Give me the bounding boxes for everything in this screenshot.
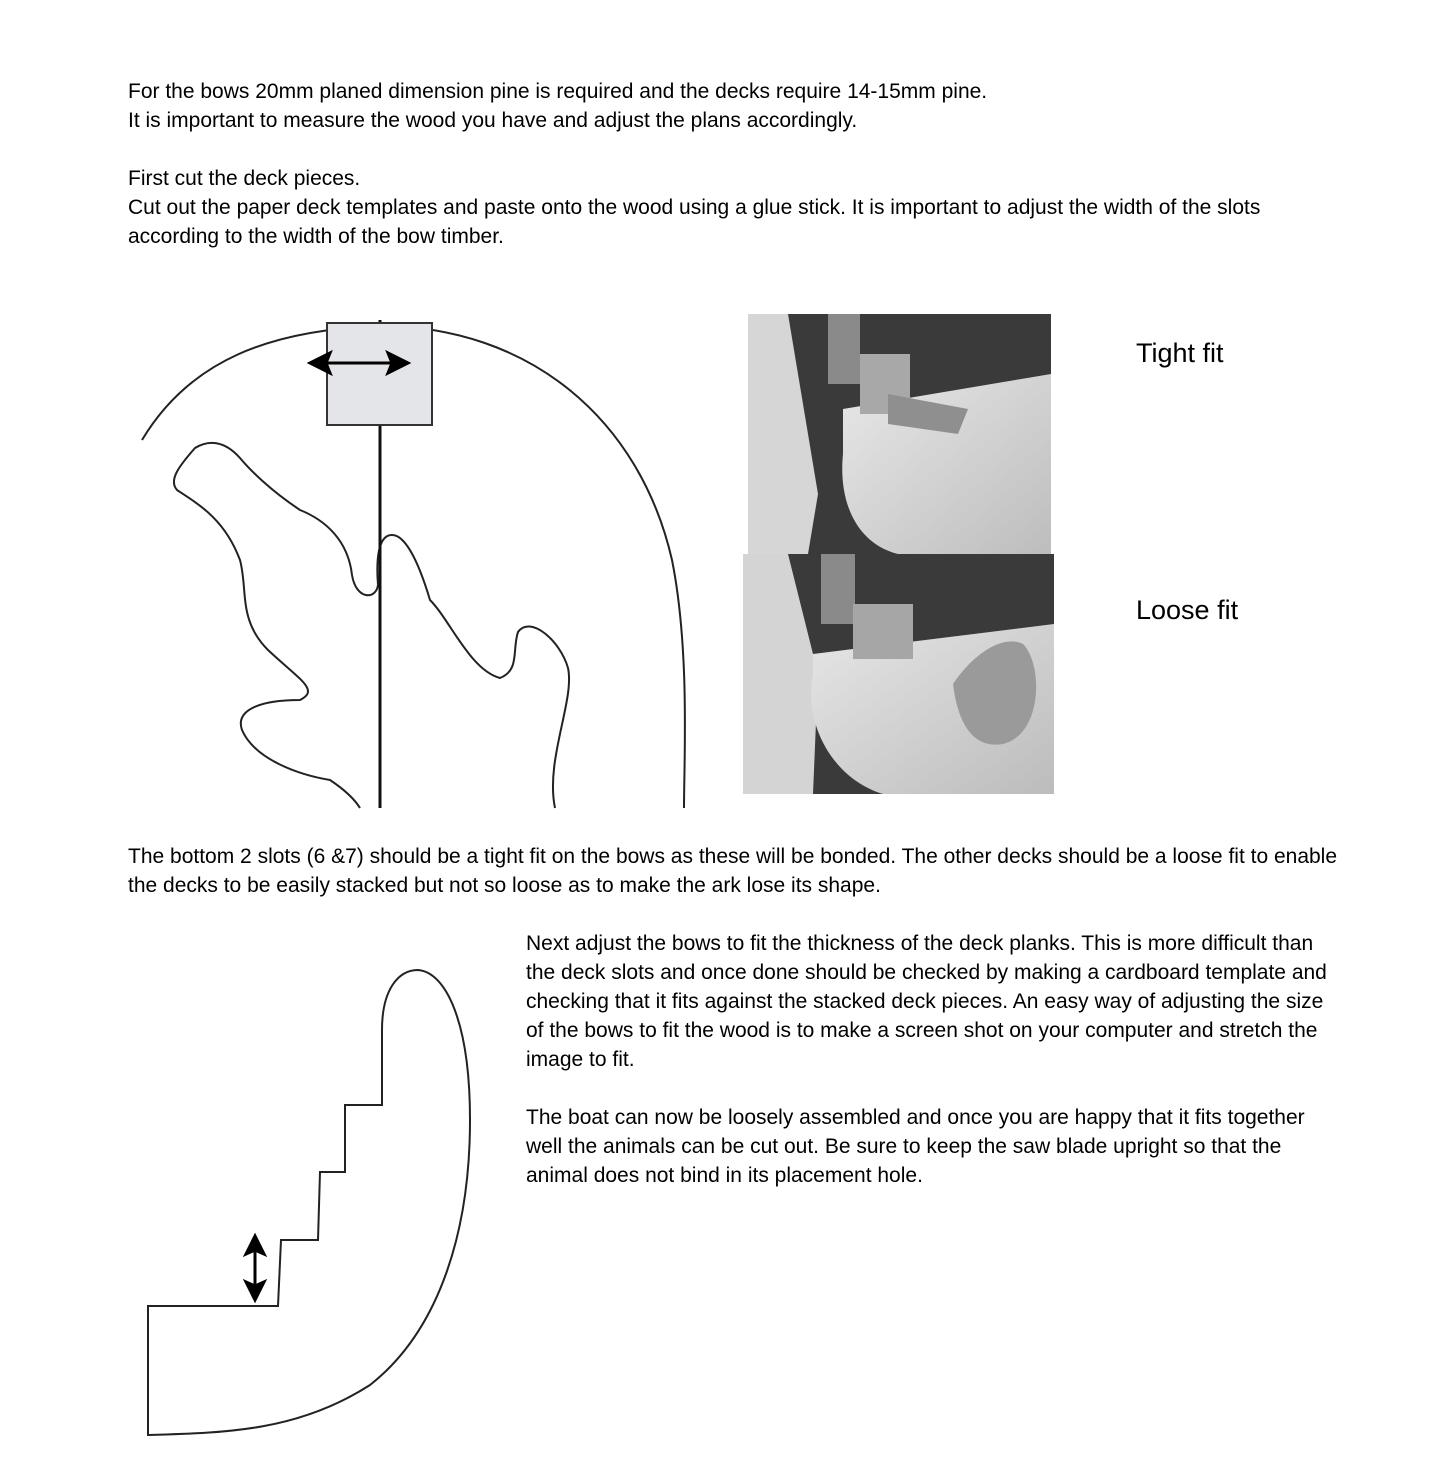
loose-fit-label: Loose fit [1136,595,1239,625]
intro-line-1: For the bows 20mm planed dimension pine is required and the decks require 14-15mm pine. [128,80,988,103]
width-arrow-icon [310,353,408,373]
slot-fit-paragraph: The bottom 2 slots (6 &7) should be a tight fit on the bows as these will be bonded. The other decks should be a loose fit to enable the decks to be easily stacked but not so loose as to make the ark lose its shape. [128,845,1338,897]
deck-slot [327,323,432,425]
tight-fit-photo-art [748,314,1051,554]
tight-fit-photo [748,314,1051,554]
intro-line-4: Cut out the paper deck templates and paste onto the wood using a glue stick. It is important to adjust the width of the slots according to the width of the bow timber. [128,196,1261,248]
intro-line-2: It is important to measure the wood you have and adjust the plans accordingly. [128,109,858,132]
intro-line-3: First cut the deck pieces. [128,167,361,190]
slot-fit-text [128,842,1348,900]
loose-fit-photo-art [743,554,1054,794]
intro-text [128,77,1348,251]
bow-adjust-text [526,929,1346,1190]
deck-outline [142,326,685,808]
thickness-arrow-icon [246,1236,264,1300]
assembly-paragraph: The boat can now be loosely assembled and once you are happy that it fits together well the animals can be cut out. Be sure to keep the saw blade upright so that the animal does not bind in its placement hole. [526,1106,1305,1187]
loose-fit-photo [743,554,1054,794]
animal-cutout-outline [174,443,569,808]
bow-adjust-paragraph: Next adjust the bows to fit the thickness of the deck planks. This is more difficult than the deck slots and once done should be checked by making a cardboard template and checking that it fits against the stacked deck pieces. An easy way of adjusting the size of the bows to fit the wood is to make a screen shot on your computer and stretch the image to fit. [526,932,1327,1071]
bow-outline [148,970,470,1435]
tight-fit-label: Tight fit [1136,338,1224,368]
